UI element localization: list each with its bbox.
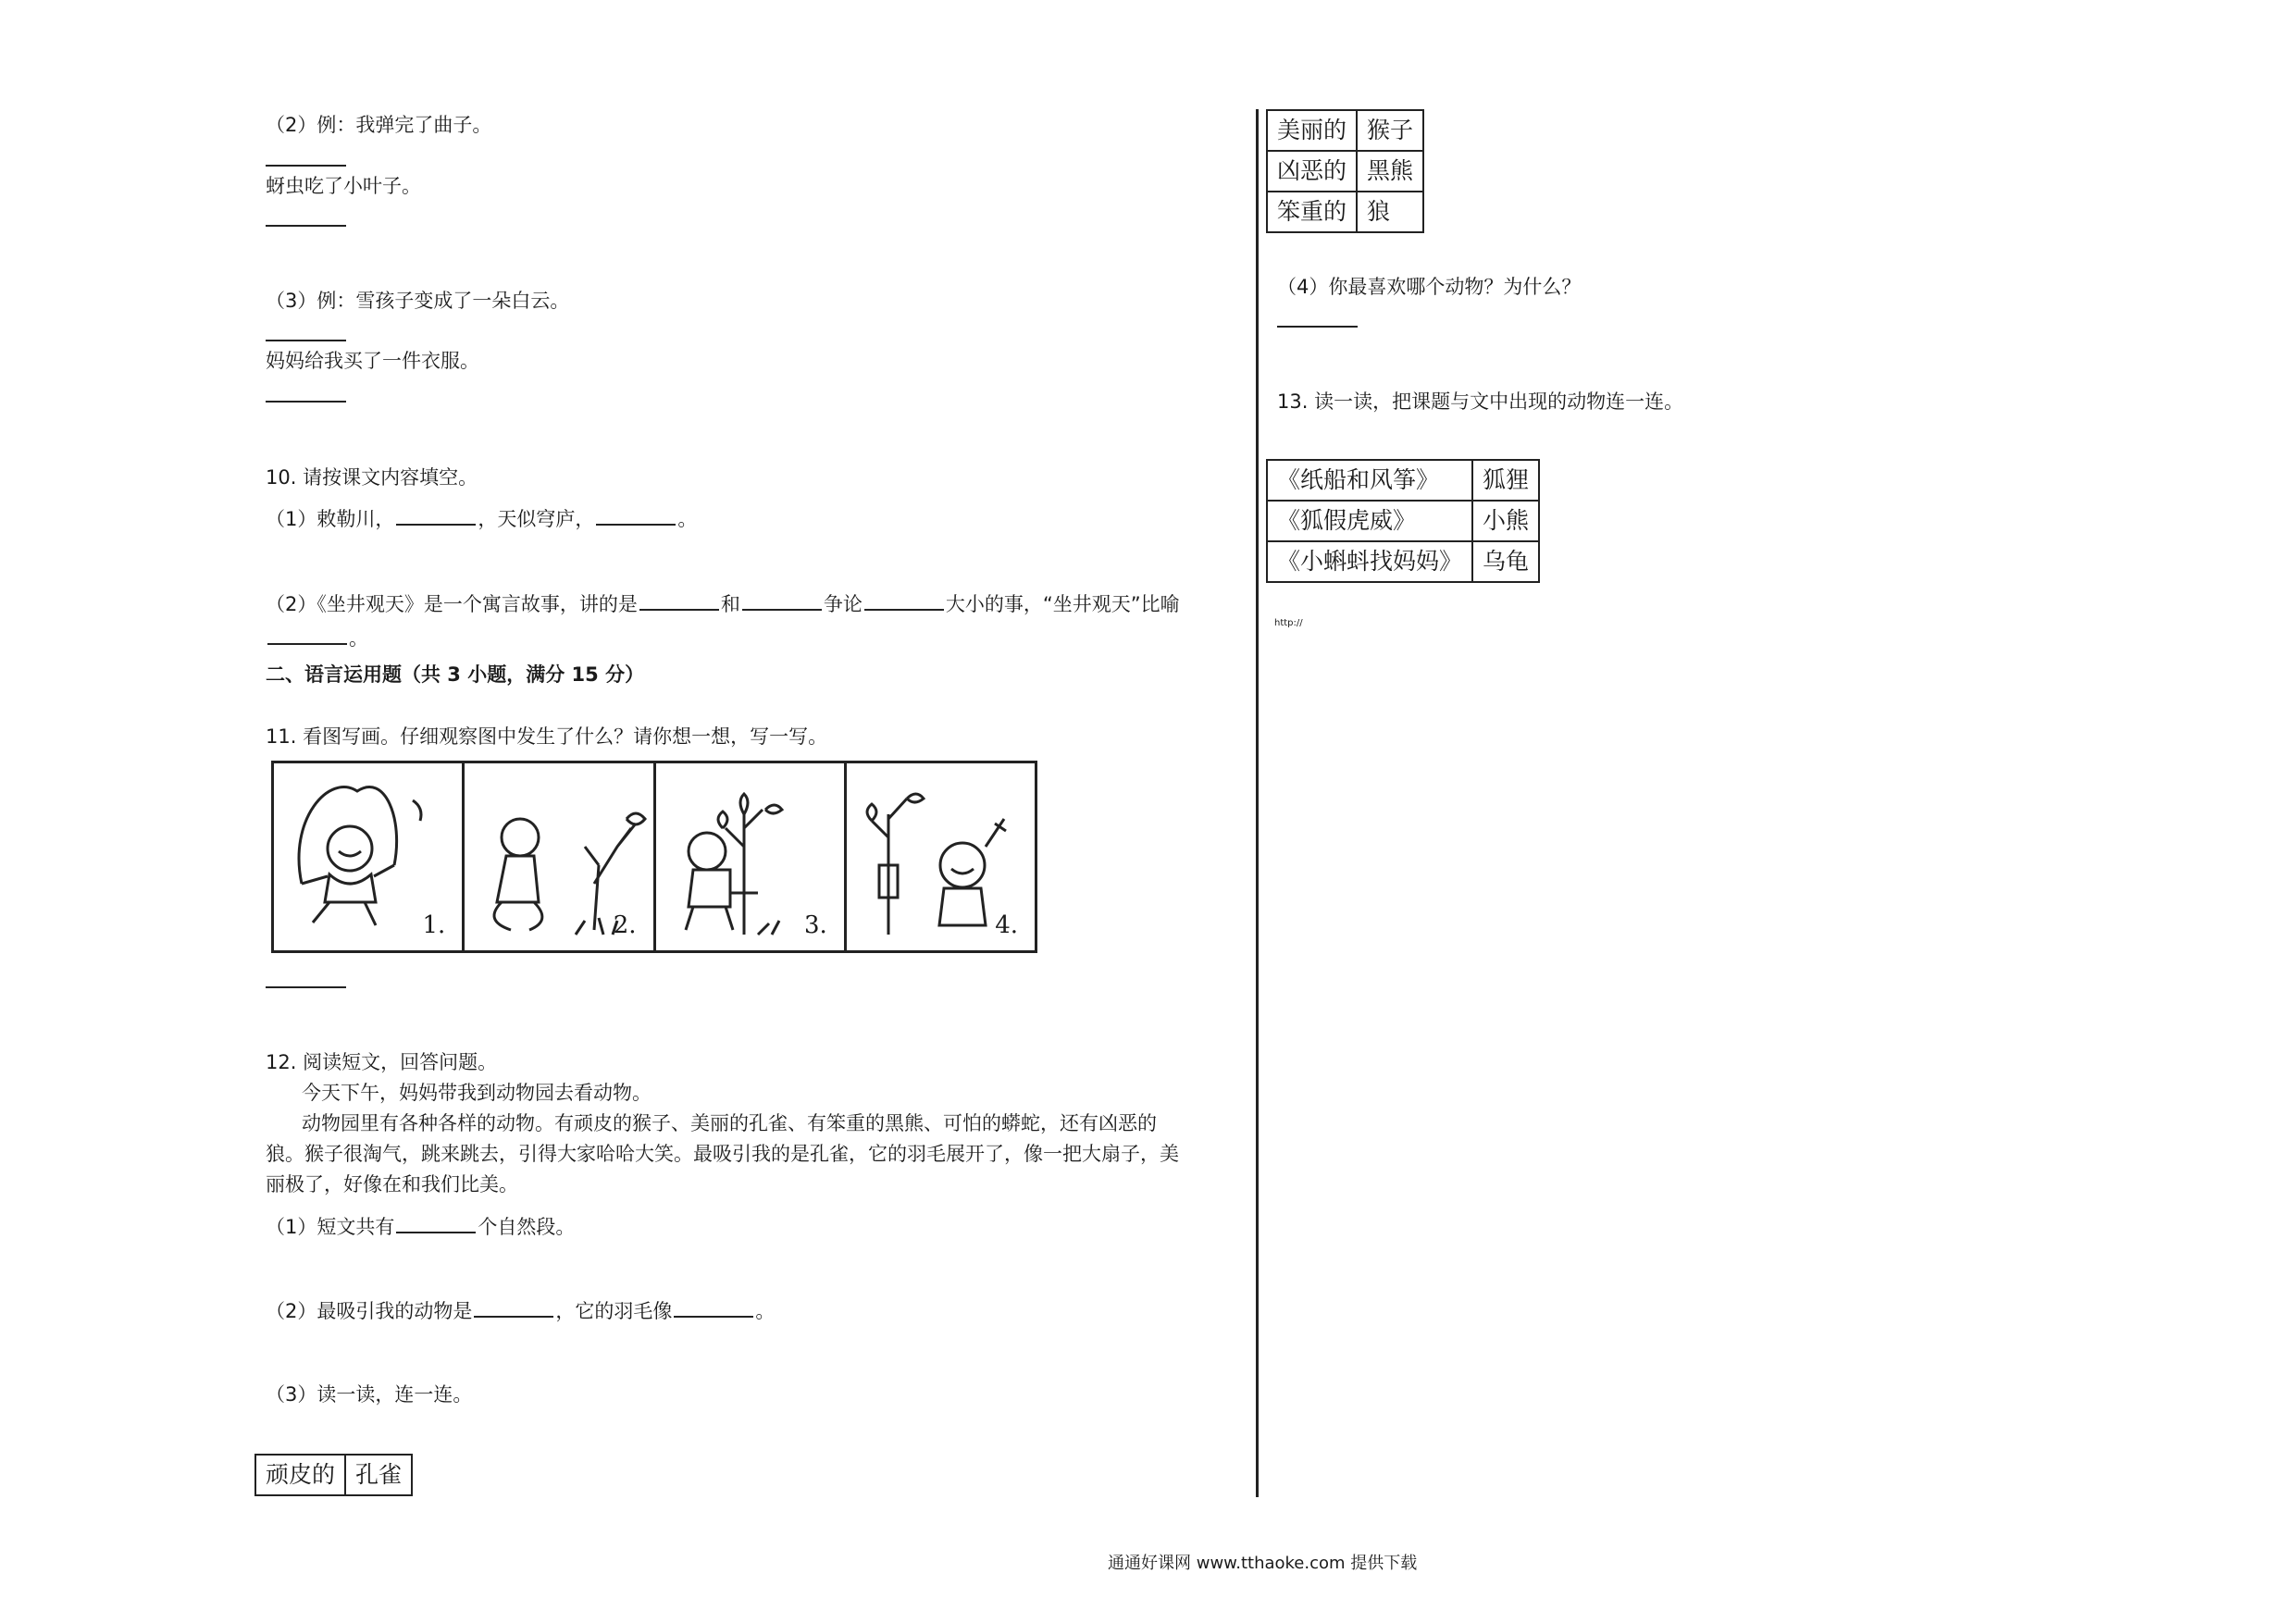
q9-2-sentence: 蚜虫吃了小叶子。 bbox=[266, 175, 421, 197]
q11-picture-strip bbox=[271, 761, 1037, 953]
q10-1-text-b: ，天似穹庐， bbox=[478, 508, 595, 530]
table-cell: 黑熊 bbox=[1357, 151, 1423, 192]
picture-number: 2. bbox=[613, 911, 637, 939]
url-fragment: http:// bbox=[1274, 618, 1303, 628]
blank bbox=[267, 625, 347, 645]
q10-2 bbox=[266, 590, 1180, 617]
section-2-title: 二、语言运用题（共 3 小题，满分 15 分） bbox=[266, 663, 645, 686]
q10-1-text-c: 。 bbox=[677, 508, 698, 530]
table-cell: 狼 bbox=[1357, 192, 1423, 232]
table-cell: 乌龟 bbox=[1472, 541, 1539, 582]
table-row bbox=[1267, 541, 1539, 582]
q13-match-table bbox=[1266, 459, 1540, 583]
q12-passage-para2-line1: 动物园里有各种各样的动物。有顽皮的猴子、美丽的孔雀、有笨重的黑熊、可怕的蟒蛇，还有凶恶的 bbox=[302, 1112, 1157, 1134]
q10-2-text-b: 和 bbox=[720, 593, 740, 615]
q12-3-match-table-part2 bbox=[1266, 109, 1424, 233]
q10-2-text-d: 大小的事，“坐井观天”比喻 bbox=[945, 593, 1180, 615]
q10-title: 10. 请按课文内容填空。 bbox=[266, 466, 478, 489]
q12-2-text-b: ，它的羽毛像 bbox=[555, 1300, 673, 1322]
q12-2-text-a: （2）最吸引我的动物是 bbox=[266, 1300, 473, 1322]
table-cell: 小熊 bbox=[1472, 501, 1539, 541]
q12-title: 12. 阅读短文，回答问题。 bbox=[266, 1051, 498, 1073]
q12-1 bbox=[266, 1213, 575, 1240]
picture-number: 4. bbox=[995, 911, 1018, 939]
q13-title: 13. 读一读，把课题与文中出现的动物连一连。 bbox=[1277, 390, 1684, 413]
table-cell: 美丽的 bbox=[1267, 110, 1357, 151]
blank bbox=[864, 590, 944, 611]
blank bbox=[474, 1297, 553, 1318]
blank bbox=[396, 1213, 476, 1233]
table-row bbox=[1267, 151, 1423, 192]
picture-panel-3 bbox=[656, 763, 847, 950]
q12-4: （4）你最喜欢哪个动物？为什么？ bbox=[1277, 276, 1582, 298]
q11-title: 11. 看图写画。仔细观察图中发生了什么？请你想一想，写一写。 bbox=[266, 725, 828, 748]
answer-line bbox=[266, 165, 346, 167]
table-row bbox=[1267, 460, 1539, 501]
table-cell: 《狐假虎威》 bbox=[1267, 501, 1472, 541]
picture-panel-4 bbox=[847, 763, 1035, 950]
q10-1 bbox=[266, 505, 697, 532]
picture-number: 3. bbox=[803, 911, 827, 939]
q9-3-example: （3）例：雪孩子变成了一朵白云。 bbox=[266, 290, 570, 312]
column-divider bbox=[1256, 109, 1259, 1497]
table-cell: 《纸船和风筝》 bbox=[1267, 460, 1472, 501]
q12-passage-para2-line2: 狼。猴子很淘气，跳来跳去，引得大家哈哈大笑。最吸引我的是孔雀，它的羽毛展开了，像一把大扇子，美 bbox=[266, 1143, 1179, 1165]
q12-passage-para2-line3: 丽极了，好像在和我们比美。 bbox=[266, 1173, 518, 1196]
answer-line bbox=[266, 986, 346, 988]
picture-number: 1. bbox=[422, 911, 446, 939]
footer-text: 通通好课网 www.tthaoke.com 提供下载 bbox=[1108, 1554, 1418, 1573]
q10-2-continued bbox=[266, 625, 368, 651]
table-row bbox=[255, 1455, 412, 1495]
q10-2-text-e: 。 bbox=[349, 627, 368, 650]
blank bbox=[596, 505, 676, 526]
table-cell: 顽皮的 bbox=[255, 1455, 345, 1495]
q10-1-text-a: （1）敕勒川， bbox=[266, 508, 395, 530]
q12-passage-para1: 今天下午，妈妈带我到动物园去看动物。 bbox=[302, 1082, 652, 1104]
answer-line bbox=[1277, 326, 1358, 328]
table-cell: 猴子 bbox=[1357, 110, 1423, 151]
table-cell: 《小蝌蚪找妈妈》 bbox=[1267, 541, 1472, 582]
table-cell: 笨重的 bbox=[1267, 192, 1357, 232]
answer-line bbox=[266, 401, 346, 403]
q12-1-text-b: 个自然段。 bbox=[478, 1216, 576, 1238]
q12-2 bbox=[266, 1297, 775, 1324]
table-cell: 凶恶的 bbox=[1267, 151, 1357, 192]
blank bbox=[396, 505, 476, 526]
picture-panel-2 bbox=[465, 763, 655, 950]
q9-3-sentence: 妈妈给我买了一件衣服。 bbox=[266, 350, 479, 372]
picture-panel-1 bbox=[274, 763, 465, 950]
q9-2-example: （2）例：我弹完了曲子。 bbox=[266, 114, 492, 136]
table-cell: 狐狸 bbox=[1472, 460, 1539, 501]
table-row bbox=[1267, 501, 1539, 541]
q12-3-match-table-part1 bbox=[254, 1454, 413, 1496]
answer-line bbox=[266, 340, 346, 341]
q12-1-text-a: （1）短文共有 bbox=[266, 1216, 395, 1238]
blank bbox=[639, 590, 719, 611]
blank bbox=[674, 1297, 753, 1318]
q10-2-text-a: （2）《坐井观天》是一个寓言故事，讲的是 bbox=[266, 593, 638, 615]
blank bbox=[742, 590, 822, 611]
table-row bbox=[1267, 192, 1423, 232]
answer-line bbox=[266, 225, 346, 227]
table-cell: 孔雀 bbox=[345, 1455, 412, 1495]
q12-3: （3）读一读，连一连。 bbox=[266, 1383, 473, 1406]
q12-2-text-c: 。 bbox=[755, 1300, 776, 1322]
table-row bbox=[1267, 110, 1423, 151]
q10-2-text-c: 争论 bbox=[823, 593, 863, 615]
